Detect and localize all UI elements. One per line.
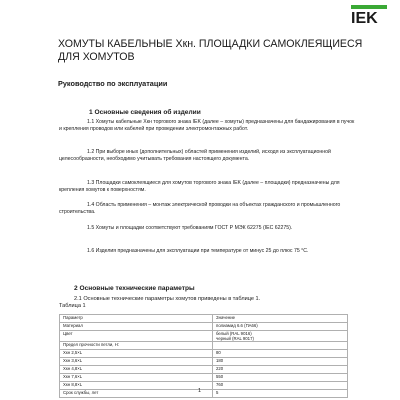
table-row	[60, 366, 348, 374]
table-cell	[213, 342, 348, 350]
table-cell: Хкн 4,8×L	[60, 366, 213, 374]
table-cell: Материал	[60, 323, 213, 331]
table-cell: полиамид 6.6 (ПА66)	[213, 323, 348, 331]
table-cell: 180	[213, 358, 348, 366]
table-row	[60, 331, 348, 342]
page-number: 1	[198, 388, 202, 394]
section-2-heading: 2 Основные технические параметры	[74, 285, 195, 292]
table-header-row	[60, 315, 348, 323]
table-row	[60, 350, 348, 358]
table-row	[60, 323, 348, 331]
table-cell: белый (RAL 9016) черный (RAL 9017)	[213, 331, 348, 342]
table-row	[60, 390, 348, 398]
table-row	[60, 382, 348, 390]
table-reference-note: 2.1 Основные технические параметры хомутов приведены в таблице 1.	[74, 296, 261, 302]
table-cell: Хкн 8,8×L	[60, 382, 213, 390]
table-cell: 220	[213, 366, 348, 374]
specifications-table	[59, 314, 348, 398]
table-cell: 550	[213, 374, 348, 382]
section-1-heading: 1 Основные сведения об изделии	[89, 109, 201, 116]
table-cell: Предел прочности петли, Н:	[60, 342, 213, 350]
paragraph-1-3: 1.3 Площадки самоклеящиеся для хомутов торгового знака IEK (далее – площадки) предназначены для крепления хомутов к поверхностям.	[59, 180, 340, 194]
table-cell: Хкн 2,5×L	[60, 350, 213, 358]
iek-logo	[351, 5, 388, 27]
paragraph-1-6: 1.6 Изделия предназначены для эксплуатации при температуре от минус 25 до плюс 75 °С.	[87, 248, 309, 254]
paragraph-1-4: 1.4 Область применения – монтаж электрической проводки на объектах гражданского и промышленного строительства.	[59, 202, 341, 216]
paragraph-1-5: 1.5 Хомуты и площадки соответствуют требованиям ГОСТ Р МЭК 62275 (IEC 62275).	[87, 225, 293, 231]
paragraph-1-2: 1.2 При выборе иных (дополнительных) областей применения изделий, исходя из эксплуатационной целесообразности, необходимо учитывать требования настоящего документа.	[59, 149, 331, 163]
table-cell: Хкн 7,6×L	[60, 374, 213, 382]
table-cell: 80	[213, 350, 348, 358]
table-row	[60, 358, 348, 366]
document-title: ХОМУТЫ КАБЕЛЬНЫЕ Хкн. ПЛОЩАДКИ САМОКЛЕЯЩИЕСЯ ДЛЯ ХОМУТОВ	[58, 38, 363, 63]
table-cell: 760	[213, 382, 348, 390]
table-cell: 5	[213, 390, 348, 398]
table-caption: Таблица 1	[59, 303, 86, 309]
table-header-cell: Значение	[213, 315, 348, 323]
table-header-cell: Параметр	[60, 315, 213, 323]
table-cell: Хкн 3,6×L	[60, 358, 213, 366]
logo-text: IEK	[351, 10, 378, 27]
table-cell: Цвет	[60, 331, 213, 342]
logo-green-squares	[351, 5, 388, 9]
paragraph-1-1: 1.1 Хомуты кабельные Хкн торгового знака IEK (далее – хомуты) предназначены для бандажирования в пучок и крепления проводов или кабелей при проведении электромонтажных работ.	[59, 119, 355, 133]
table-row	[60, 374, 348, 382]
document-subtitle: Руководство по эксплуатации	[58, 79, 168, 88]
table-cell: Срок службы, лет	[60, 390, 213, 398]
table-row	[60, 342, 348, 350]
